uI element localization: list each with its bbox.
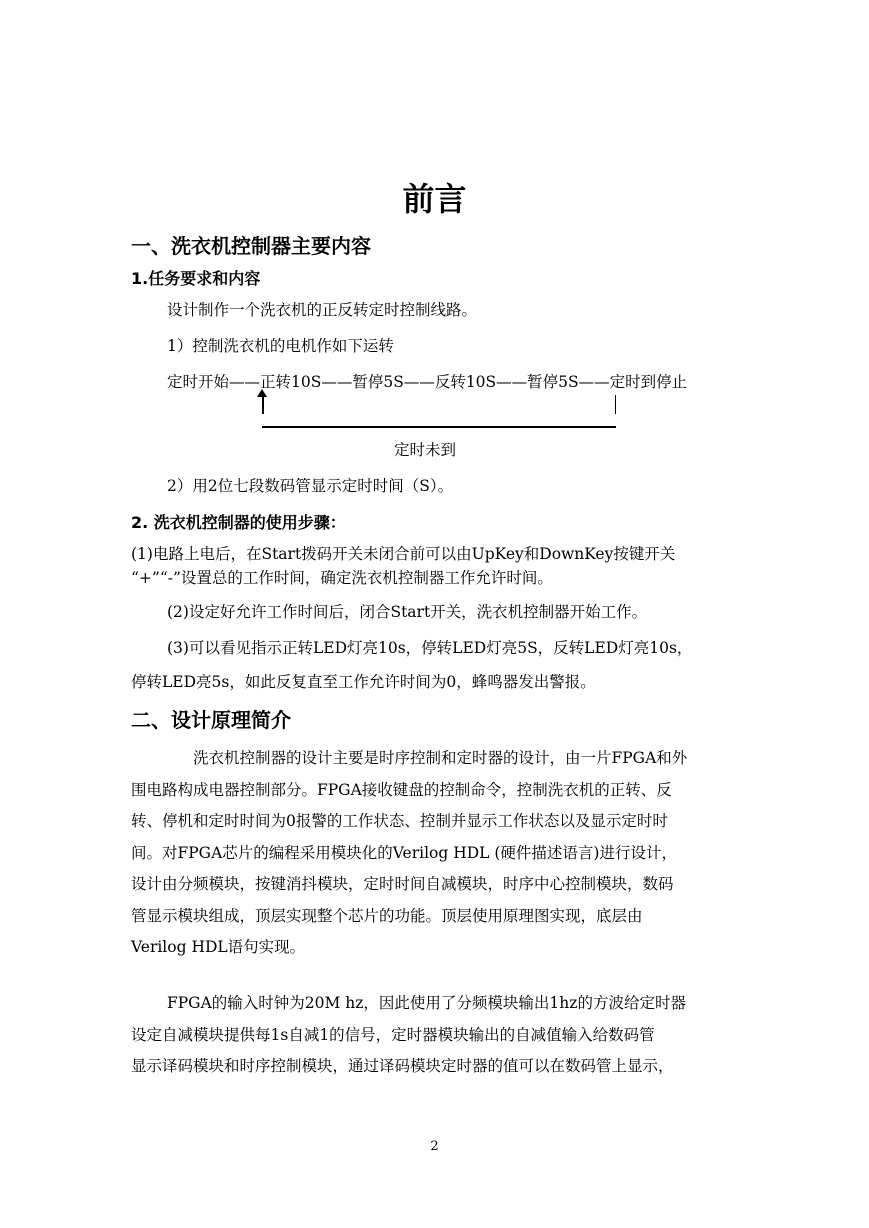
paragraph-line: 围电路构成电器控制部分。FPGA接收键盘的控制命令，控制洗衣机的正转、反 <box>131 780 672 799</box>
task-description: 设计制作一个洗衣机的正反转定时控制线路。 <box>167 301 478 319</box>
loop-return-line <box>262 426 616 428</box>
paragraph-line: 设定自减模块提供每1s自减1的信号，定时器模块输出的自减值输入给数码管 <box>131 1025 655 1044</box>
section1-heading: 一、洗衣机控制器主要内容 <box>131 234 371 258</box>
paragraph-line: 设计由分频模块，按键消抖模块，定时时间自减模块，时序中心控制模块，数码 <box>131 875 674 893</box>
loop-label: 定时未到 <box>394 441 457 459</box>
step1-line1: (1)电路上电后，在Start拨码开关未闭合前可以由UpKey和DownKey按键开关 <box>131 545 676 563</box>
step3-line2: 停转LED亮5s，如此反复直至工作允许时间为0，蜂鸣器发出警报。 <box>131 673 596 691</box>
paragraph-line: 洗衣机控制器的设计主要是时序控制和定时器的设计，由一片FPGA和外 <box>193 749 688 767</box>
paragraph-line: Verilog HDL语句实现。 <box>131 938 306 956</box>
paragraph-line: 转、停机和定时时间为0报警的工作状态、控制并显示工作状态以及显示定时时 <box>131 812 668 830</box>
principle-paragraph-2 <box>131 988 738 1083</box>
paragraph-line: 管显示模块组成，顶层实现整个芯片的功能。顶层使用原理图实现，底层由 <box>131 906 643 925</box>
loop-right-tick <box>615 395 616 414</box>
principle-paragraph-1 <box>131 743 738 964</box>
subsection2-heading: 2. 洗衣机控制器的使用步骤： <box>131 513 346 532</box>
paragraph-line: 显示译码模块和时序控制模块，通过译码模块定时器的值可以在数码管上显示， <box>131 1057 674 1075</box>
loop-arrow-stem <box>262 395 264 414</box>
step3-line1: (3)可以看见指示正转LED灯亮10s，停转LED灯亮5S，反转LED灯亮10s， <box>167 639 693 657</box>
step2: (2)设定好允许工作时间后，闭合Start开关，洗衣机控制器开始工作。 <box>167 603 648 621</box>
motor-flow-sequence: 定时开始——正转10S——暂停5S——反转10S——暂停5S——定时到停止 <box>167 373 688 391</box>
motor-requirement: 1）控制洗衣机的电机作如下运转 <box>167 337 394 355</box>
page-number: 2 <box>430 1139 439 1154</box>
paragraph-line: FPGA的输入时钟为20M hz，因此使用了分频模块输出1hz的方波给定时器 <box>167 994 686 1012</box>
paragraph-line: 间。对FPGA芯片的编程采用模块化的Verilog HDL (硬件描述语言)进行设计， <box>131 843 677 862</box>
page-title: 前言 <box>402 180 467 218</box>
step1-line2: “+”“-”设置总的工作时间，确定洗衣机控制器工作允许时间。 <box>131 569 553 587</box>
display-requirement: 2）用2位七段数码管显示定时时间（S）。 <box>167 477 454 495</box>
section2-heading: 二、设计原理简介 <box>131 708 291 732</box>
subsection1-heading: 1.任务要求和内容 <box>131 269 261 288</box>
